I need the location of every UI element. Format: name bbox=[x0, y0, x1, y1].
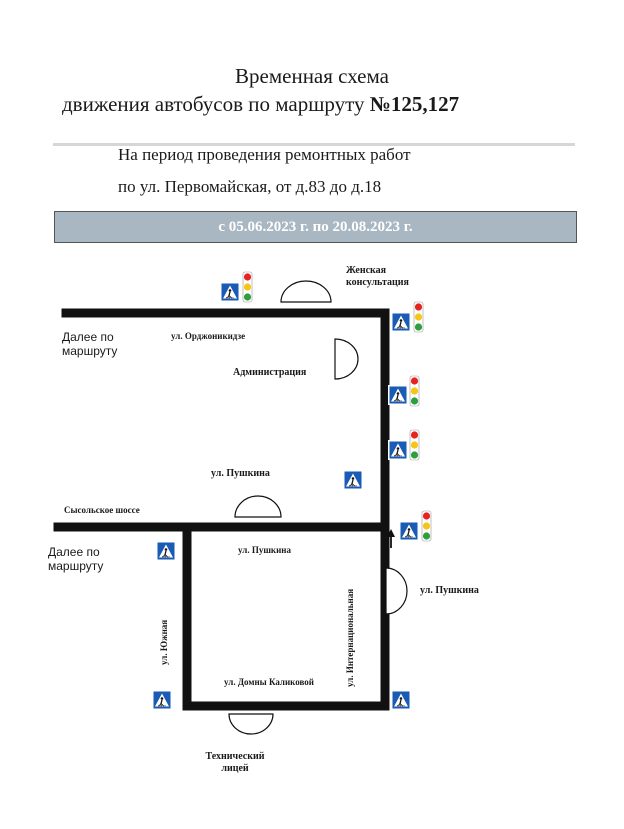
pedestrian-crossing-icon bbox=[399, 521, 419, 541]
date-range-banner: с 05.06.2023 г. по 20.08.2023 г. bbox=[54, 211, 577, 243]
label-pushkina-inner: ул. Пушкина bbox=[238, 545, 291, 555]
subtitle-line-1: На период проведения ремонтных работ bbox=[118, 145, 411, 164]
continue-route-line-2: маршруту bbox=[62, 344, 118, 358]
label-internatsionalnaya: ул. Интернациональная bbox=[345, 588, 355, 687]
continue-route-lower bbox=[48, 545, 103, 573]
stop-pushkina-upper bbox=[235, 496, 281, 517]
traffic-light-icon bbox=[410, 376, 419, 406]
label-yuzhnaya: ул. Южная bbox=[159, 619, 169, 665]
pedestrian-crossing-icon bbox=[220, 282, 240, 302]
traffic-light-icon bbox=[422, 511, 431, 541]
pedestrian-crossing-icon bbox=[152, 690, 172, 710]
pedestrian-crossing-icon bbox=[388, 385, 408, 405]
continue-route-line-2: маршруту bbox=[48, 559, 104, 573]
stop-name-line-1: Технический bbox=[205, 751, 265, 762]
stop-pushkina-right bbox=[386, 568, 407, 614]
traffic-light-icon bbox=[243, 272, 252, 302]
label-domny-kalikovoy: ул. Домны Каликовой bbox=[224, 677, 314, 687]
continue-route-upper bbox=[62, 330, 117, 358]
label-ordzhonikidze: ул. Орджоникидзе bbox=[171, 331, 246, 341]
continue-route-line-1: Далее по bbox=[62, 330, 114, 344]
title-text: движения автобусов по маршруту bbox=[62, 92, 370, 116]
label-administratsiya: Администрация bbox=[233, 367, 307, 378]
stop-tech-lyceum bbox=[229, 714, 273, 734]
pedestrian-crossing-icon bbox=[391, 690, 411, 710]
title-line-1: Временная схема bbox=[235, 64, 389, 88]
label-tech-lyceum bbox=[195, 751, 275, 775]
traffic-light-icon bbox=[410, 430, 419, 460]
stop-name-line-2: консультация bbox=[346, 277, 409, 288]
stop-name-line-2: лицей bbox=[221, 763, 249, 774]
pedestrian-crossing-icon bbox=[156, 541, 176, 561]
label-syssolskoe-shosse: Сысольское шоссе bbox=[64, 505, 140, 515]
label-pushkina-right: ул. Пушкина bbox=[420, 585, 479, 596]
subtitle-line-2: по ул. Первомайская, от д.83 до д.18 bbox=[118, 177, 382, 196]
stop-zhenskaya-konsultatsiya bbox=[281, 281, 331, 302]
continue-route-line-1: Далее по bbox=[48, 545, 100, 559]
traffic-light-icon bbox=[414, 302, 423, 332]
pedestrian-crossing-icon bbox=[388, 440, 408, 460]
label-zhenskaya-konsultatsiya bbox=[346, 265, 409, 289]
label-pushkina-upper: ул. Пушкина bbox=[211, 468, 270, 479]
route-numbers: №125,127 bbox=[369, 92, 460, 116]
stop-name-line-1: Женская bbox=[346, 265, 387, 276]
pedestrian-crossing-icon bbox=[391, 312, 411, 332]
pedestrian-crossing-icon bbox=[343, 470, 363, 490]
stop-administratsiya bbox=[335, 339, 358, 379]
